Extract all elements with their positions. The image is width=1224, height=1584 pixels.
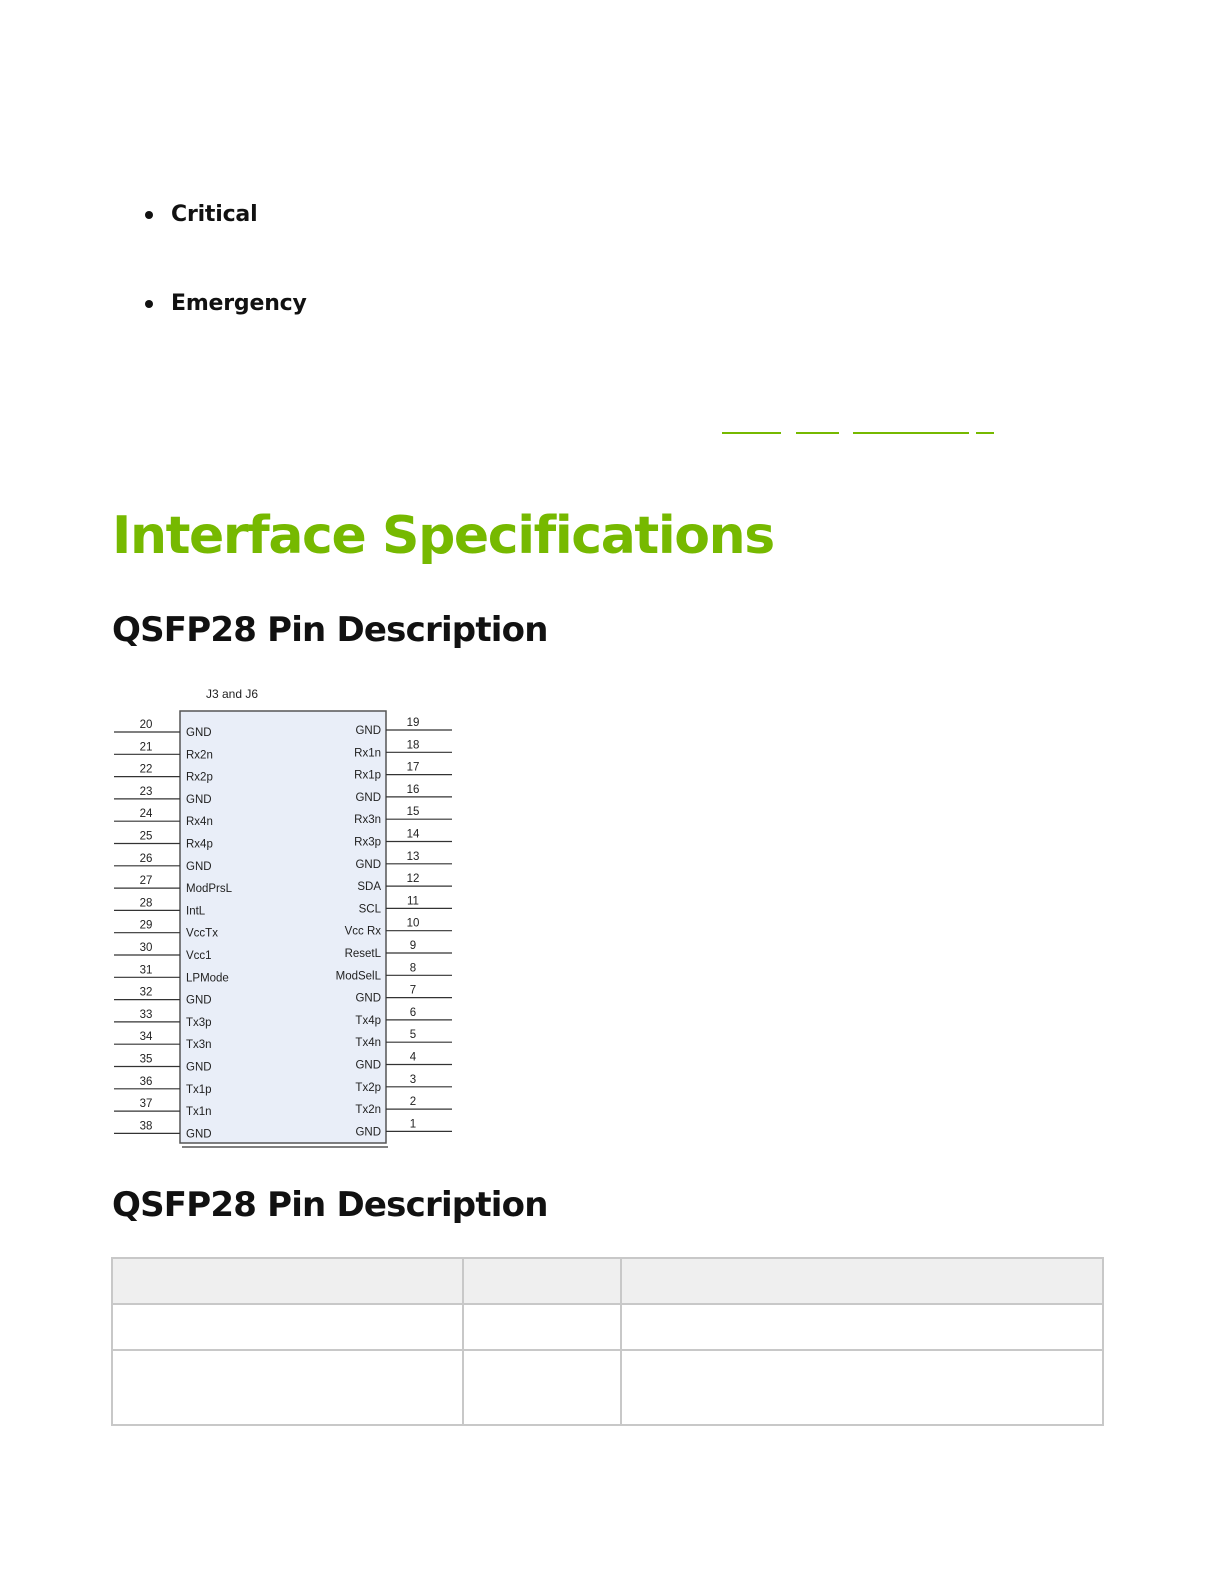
pin-number: 13: [406, 850, 420, 863]
table-cell: [463, 1350, 621, 1425]
pin-number: 1: [409, 1118, 417, 1131]
pin-number: 31: [139, 964, 153, 977]
pin-number: 4: [409, 1051, 417, 1064]
pin-name: LPMode: [186, 972, 229, 985]
table-header-cell: [112, 1258, 463, 1304]
qsfp28-pinout-diagram: [110, 682, 460, 1154]
pin-name: GND: [355, 1059, 381, 1072]
table-cell: [621, 1304, 1103, 1350]
table-cell: [112, 1304, 463, 1350]
pin-name: GND: [355, 725, 381, 737]
pin-number: 12: [406, 873, 420, 886]
pin-number: 8: [409, 962, 417, 975]
pin-number: 28: [139, 897, 153, 910]
pin-number: 5: [409, 1029, 417, 1042]
bullet-dot-icon: [145, 211, 153, 219]
link-underline[interactable]: [722, 432, 781, 434]
pin-number: 23: [139, 785, 153, 798]
link-underline[interactable]: [976, 432, 994, 434]
pin-name: Rx1n: [354, 747, 381, 760]
pin-number: 11: [407, 895, 419, 908]
pin-description-table: [111, 1257, 1104, 1426]
pin-name: Rx3p: [354, 836, 381, 849]
table-header-row: [112, 1258, 1103, 1304]
pin-number: 24: [139, 808, 153, 821]
pin-number: 30: [139, 942, 153, 954]
table-header-cell: [621, 1258, 1103, 1304]
pin-name: Rx4n: [186, 816, 213, 829]
pin-name: Tx4n: [355, 1037, 381, 1050]
table-header-cell: [463, 1258, 621, 1304]
pin-name: GND: [186, 1061, 212, 1074]
pin-name: Tx2n: [355, 1104, 381, 1117]
pin-name: ModSelL: [335, 970, 381, 983]
pin-number: 33: [139, 1008, 153, 1021]
pin-number: 37: [139, 1098, 153, 1111]
bullet-label: Critical: [171, 202, 258, 227]
pin-name: Rx3n: [354, 814, 381, 827]
pin-number: 18: [406, 739, 420, 752]
pin-number: 38: [139, 1120, 153, 1133]
pin-number: 27: [139, 875, 153, 888]
subsection-heading-table: QSFP28 Pin Description: [112, 1185, 548, 1225]
subsection-heading-diagram: QSFP28 Pin Description: [112, 610, 548, 650]
pin-number: 16: [406, 783, 420, 796]
pin-name: Tx3n: [186, 1039, 212, 1052]
pin-name: Rx2n: [186, 749, 213, 762]
pin-name: GND: [355, 791, 381, 804]
pin-name: GND: [355, 992, 381, 1005]
pin-name: GND: [186, 1128, 212, 1141]
pin-name: IntL: [186, 905, 206, 918]
pin-number: 2: [409, 1096, 417, 1109]
pin-number: 9: [409, 940, 417, 952]
pin-number: 17: [406, 761, 420, 774]
bullet-label: Emergency: [171, 291, 307, 316]
pin-name: GND: [186, 994, 212, 1007]
pin-name: VccTx: [186, 927, 218, 940]
pin-name: GND: [355, 1126, 381, 1139]
pin-name: Rx1p: [354, 769, 381, 782]
pin-name: GND: [186, 727, 212, 739]
pin-name: GND: [355, 858, 381, 871]
pin-name: Tx2p: [355, 1081, 381, 1094]
pin-number: 22: [139, 763, 153, 776]
pin-name: Tx3p: [186, 1016, 212, 1029]
pin-number: 29: [139, 919, 153, 932]
pin-name: Tx1p: [186, 1083, 212, 1096]
pin-name: GND: [186, 860, 212, 873]
pin-number: 34: [139, 1031, 153, 1044]
table-cell: [621, 1350, 1103, 1425]
pin-name: ModPrsL: [186, 883, 233, 896]
pin-number: 36: [139, 1075, 153, 1088]
pin-number: 32: [139, 986, 153, 999]
pin-number: 14: [406, 828, 420, 841]
pin-number: 10: [406, 917, 420, 930]
table-cell: [112, 1350, 463, 1425]
pin-number: 21: [139, 741, 153, 754]
pin-number: 25: [139, 830, 153, 843]
diagram-title: J3 and J6: [206, 687, 259, 701]
pin-name: SCL: [358, 903, 381, 916]
pin-number: 6: [409, 1006, 417, 1019]
link-underline[interactable]: [853, 432, 969, 434]
link-underline[interactable]: [796, 432, 839, 434]
pin-number: 35: [139, 1053, 153, 1066]
table-row: [112, 1304, 1103, 1350]
pin-name: Vcc Rx: [344, 925, 381, 938]
pin-name: Vcc1: [186, 950, 212, 962]
pin-number: 15: [406, 806, 420, 819]
pin-name: Rx4p: [186, 838, 213, 851]
section-heading: Interface Specifications: [112, 506, 774, 566]
pin-name: Tx1n: [186, 1106, 212, 1119]
pin-number: 20: [139, 719, 153, 731]
pin-number: 3: [409, 1073, 417, 1086]
table-row: [112, 1350, 1103, 1425]
table-cell: [463, 1304, 621, 1350]
pin-number: 26: [139, 852, 153, 865]
pin-name: Rx2p: [186, 771, 213, 784]
pin-number: 7: [409, 984, 417, 997]
pin-name: GND: [186, 793, 212, 806]
pin-number: 19: [406, 717, 420, 729]
pin-name: SDA: [357, 881, 381, 894]
pin-name: ResetL: [344, 948, 381, 960]
bullet-dot-icon: [145, 300, 153, 308]
pin-name: Tx4p: [355, 1014, 381, 1027]
